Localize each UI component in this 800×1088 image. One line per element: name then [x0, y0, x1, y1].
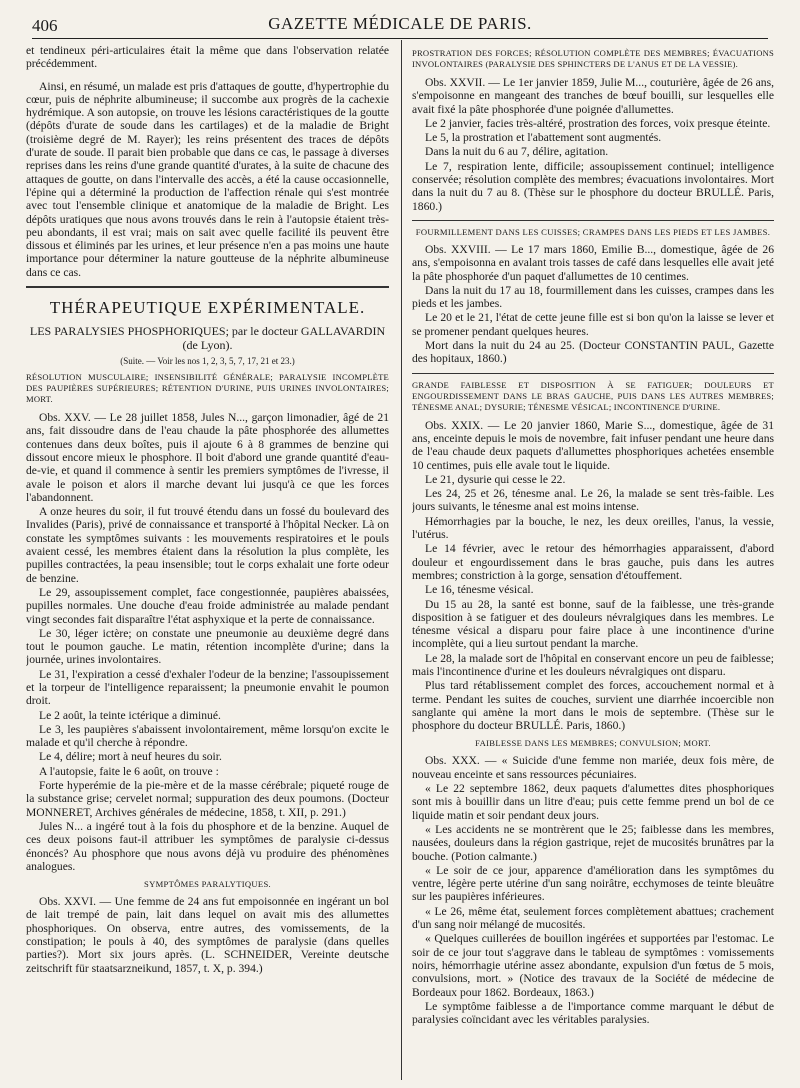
observation-heading: RÉSOLUTION MUSCULAIRE; INSENSIBILITÉ GÉNÉRALE; PARALYSIE INCOMPLÈTE DES PAUPIÈRES SUPÉRIEURES; RÉTENTION D'URINE, PUIS URINES INVOLONTAIRES; MORT.	[26, 372, 389, 405]
paragraph: Plus tard rétablissement complet des forces, accouchement normal et à terme. Pendant les suites de couches, survient une diarrhée incoercible non sanglante qui amène la mort dans le mois de septembre. (Thèse sur le phosphore du docteur BRULLÉ. Paris, 1860.)	[412, 679, 774, 733]
paragraph: Le 3, les paupières s'abaissent involontairement, même lorsqu'on excite le malade et qu'il cherche à répondre.	[26, 722, 389, 750]
paragraph: Obs. XXV. — Le 28 juillet 1858, Jules N..., garçon limonadier, âgé de 21 ans, fait dissoudre dans de l'eau chaude la pâte phosphorée des allumettes contenues dans deux boîtes, puis il ajoute 6 à 8 grammes de benzine qui dissout encore mieux le phosphore. Il boit d'abord une grande quantité d'eau-de-vie, et quand il commence à sentir les premiers symptômes de l'ivresse, il avale le poison et alors il marche devant lui jusqu'à ce que les forces l'abandonnent.	[26, 411, 389, 504]
right-column	[412, 44, 774, 1080]
section-rule	[26, 286, 389, 288]
paragraph: Obs. XXVIII. — Le 17 mars 1860, Emilie B..., domestique, âgée de 26 ans, s'empoisonna en avalant trois tasses de café dans lesquelles elle avait jeté la pâte phosphorée d'un paquet d'allumettes de 10 centimes.	[412, 242, 774, 283]
observation-heading: FAIBLESSE DANS LES MEMBRES; CONVULSION; MORT.	[475, 738, 711, 749]
column-divider	[401, 40, 402, 1080]
observation-heading: GRANDE FAIBLESSE ET DISPOSITION À SE FATIGUER; DOULEURS ET ENGOURDISSEMENT DANS LE BRAS GAUCHE, PUIS DANS LES AUTRES MEMBRES; TÉNESME ANAL; DYSURIE; TÉNESME VÉSICAL; INCONTINENCE D'URINE.	[412, 379, 774, 412]
paragraph: Le 2 janvier, facies très-altéré, prostration des forces, voix presque éteinte.	[425, 116, 771, 130]
observation-heading: SYMPTÔMES PARALYTIQUES.	[143, 879, 271, 890]
paragraph: Le symptôme faiblesse a de l'importance comme marquant le début de paralysies coïncidant avec les véritables paralysies.	[412, 999, 774, 1027]
paragraph: Hémorrhagies par la bouche, le nez, les deux oreilles, l'anus, la vessie, l'utérus.	[412, 514, 774, 542]
paragraph: Le 5, la prostration et l'abattement sont augmentés.	[425, 131, 662, 145]
paragraph: Le 16, ténesme vésical.	[425, 583, 534, 597]
paragraph: Le 21, dysurie qui cesse le 22.	[425, 472, 566, 486]
observation-heading: PROSTRATION DES FORCES; RÉSOLUTION COMPLÈTE DES MEMBRES; ÉVACUATIONS INVOLONTAIRES (PARALYSIE DES SPHINCTERS DE L'ANUS ET DE LA VESSIE).	[412, 48, 774, 69]
paragraph: A l'autopsie, faite le 6 août, on trouve :	[39, 764, 219, 778]
page-header	[32, 8, 768, 39]
paragraph: Les 24, 25 et 26, ténesme anal. Le 26, la malade se sent très-faible. Les jours suivants, le ténesme anal est moins intense.	[412, 487, 774, 514]
paragraph: Du 15 au 28, la santé est bonne, sauf de la faiblesse, une très-grande disposition à se fatiguer et des douleurs névralgiques dans les membres. Le ténesme vésical a disparu pour faire place à une incontinence d'urine incomplète, qui a lieu surtout pendant la marche.	[412, 597, 774, 651]
paragraph: et tendineux péri-articulaires était la même que dans l'observation relatée précédemment.	[26, 44, 389, 71]
paragraph: Le 31, l'expiration a cessé d'exhaler l'odeur de la benzine; l'assoupissement et la torpeur de l'intelligence reparaissent; la pneumonie envahit le poumon droit.	[26, 667, 389, 708]
paragraph: Le 28, la malade sort de l'hôpital en conservant encore un peu de faiblesse; mais l'incontinence d'urine et les douleurs névralgiques ont disparu.	[412, 651, 774, 678]
section-title: THÉRAPEUTIQUE EXPÉRIMENTALE.	[49, 298, 366, 318]
paragraph: « Le 26, même état, seulement forces complètement abattues; crachement d'un sang noir mélangé de mucosités.	[412, 904, 774, 932]
observation-heading: FOURMILLEMENT DANS LES CUISSES; CRAMPES DANS LES PIEDS ET LES JAMBES.	[415, 226, 771, 237]
paragraph: « Quelques cuillerées de bouillon ingérées et supportées par l'estomac. Le soir de ce jour tout s'aggrave dans le tableau de symptômes : vomissements noirs, hémorrhagie utérine assez abondante, expulsion d'un fœtus de 5 mois, convulsions, mort. » (Notice des travaux de la Société de médecine de Bordeaux pour 1862. Bordeaux, 1863.)	[412, 932, 774, 999]
paragraph: Le 20 et le 21, l'état de cette jeune fille est si bon qu'on la laisse se lever et se promener pendant quelques heures.	[412, 311, 774, 338]
separator-rule	[412, 220, 774, 221]
paragraph: A onze heures du soir, il fut trouvé étendu dans un fossé du boulevard des Invalides (Paris), privé de connaissance et transporté à l'hôpital Necker. Là on constate les symptômes suivants : les mouvements respiratoires et le pouls avaient cessé, les membres étaient dans la résolution la plus complète, les pupilles contractées, la peau insensible; tout le corps exhalait une forte odeur de benzine.	[26, 505, 389, 585]
paragraph: Ainsi, en résumé, un malade est pris d'attaques de goutte, d'hypertrophie du cœur, puis de néphrite albumineuse; il succombe aux progrès de la cachexie hydrémique. A son autopsie, on trouve les lésions caractéristiques de la goutte (dépôts d'urate de soude dans les cartilages) et de la maladie de Bright (troisième degré de M. Rayer); les reins présentent des traces de dépôts d'urate de soude. Il parait bien probable que dans ce cas, le passage à diverses reprises dans les reins d'une grande quantité d'urates, à la suite de chacune des attaques de goutte, on dans l'intervalle des accès, a été la cause occasionnelle, l'épine qui a déterminé la production de l'affection rénale qui s'est montrée avec tout l'ensemble clinique et anatomique de la maladie de Bright. Les dépôts uratiques que nous avons trouvés dans le rein à l'autopsie étaient très-peu abondants, il est vrai; mais on sait avec quelle facilité ils peuvent être dissous et éliminés par les urines, et leur présence n'en a pas moins une haute importance pour déterminer la nature goutteuse de la néphrite albumineuse dans ce cas.	[26, 79, 389, 279]
paragraph: Obs. XXIX. — Le 20 janvier 1860, Marie S..., domestique, âgée de 31 ans, enceinte depuis le mois de novembre, fait infuser pendant une heure dans de l'eau chaude deux paquets d'allumettes phosphoriques achetées ensemble 10 centimes, puis elle avale tout le liquide.	[412, 418, 774, 472]
running-title: GAZETTE MÉDICALE DE PARIS.	[268, 14, 532, 33]
page-number: 406	[32, 16, 58, 35]
paragraph: Le 2 août, la teinte ictérique a diminué.	[39, 708, 221, 722]
paragraph: Le 7, respiration lente, difficile; assoupissement continuel; intelligence conservée; résolution complète des membres; évacuations involontaires. Mort dans la nuit du 7 au 8. (Thèse sur le phosphore du docteur BRULLÉ. Paris, 1860.)	[412, 159, 774, 213]
paragraph: Forte hyperémie de la pie-mère et de la masse cérébrale; piqueté rouge de la substance grise; cervelet normal; suppuration des deux poumons. (Docteur MONNERET, Archives générales de médecine, 1858, t. XII, p. 291.)	[26, 779, 389, 819]
paragraph: Le 30, léger ictère; on constate une pneumonie au deuxième degré dans tout le poumon gauche. Le matin, rétention incomplète d'urine; dans la journée, urines involontaires.	[26, 626, 389, 667]
paragraph: Le 14 février, avec le retour des hémorrhagies apparaissent, d'abord douleur et engourdissement dans le bras gauche, puis dans les autres membres; constriction à la gorge, sensation d'étouffement.	[412, 542, 774, 582]
paragraph: Le 4, délire; mort à neuf heures du soir.	[39, 750, 222, 764]
paragraph: Le 29, assoupissement complet, face congestionnée, paupières abaissées, pupilles normales. Une douche d'eau froide administrée au malade pendant vingt secondes fait disparaître l'état asphyxique et la perte de connaissance.	[26, 585, 389, 626]
paragraph: Obs. XXVI. — Une femme de 24 ans fut empoisonnée en ingérant un bol de lait trempé de pain, lait dans lequel on avait mis des allumettes phosphoriques. On observa, entre autres, des vomissements, de la constipation; le pouls à 40, des symptômes de paralysie (dans quelles parties?). Mort six jours après. (L. SCHNEIDER, Vereinte deutsche zeitschrift für staatsarzneikund, 1857, t. X, p. 394.)	[26, 895, 389, 975]
paragraph: Dans la nuit du 17 au 18, fourmillement dans les cuisses, crampes dans les pieds et les jambes.	[412, 283, 774, 311]
paragraph: Jules N... a ingéré tout à la fois du phosphore et de la benzine. Auquel de ces deux poisons faut-il attribuer les symptômes de paralysie ci-dessus énoncés? Au phosphore que nous avons déjà vu produire des phénomènes analogues.	[26, 819, 389, 873]
paragraph: Dans la nuit du 6 au 7, délire, agitation.	[425, 145, 609, 159]
article-title: LES PARALYSIES PHOSPHORIQUES; par le docteur GALLAVARDIN (de Lyon).	[29, 324, 386, 353]
paragraph: « Le 22 septembre 1862, deux paquets d'alumettes dites phosphoriques sont mis à bouillir dans un litre d'eau; puis cette femme prend un bol de ce liquide matin et soir pendant deux jours.	[412, 782, 774, 822]
paragraph: Obs. XXX. — « Suicide d'une femme non mariée, deux fois mère, de nouveau enceinte et sans ressources pécuniaires.	[412, 754, 774, 781]
paragraph: Obs. XXVII. — Le 1er janvier 1859, Julie M..., couturière, âgée de 26 ans, s'empoisonne en mangeant des tranches de bœuf bouilli, sur lesquelles elle avait fixé la pâte phosphorée d'une poignée d'allumettes.	[412, 76, 774, 116]
paragraph: « Les accidents ne se montrèrent que le 25; faiblesse dans les membres, nausées, douleurs dans la région gastrique, rejet de mucosités brunâtres par la bouche. (Potion calmante.)	[412, 822, 774, 863]
paragraph: « Le soir de ce jour, apparence d'amélioration dans les symptômes du ventre, légère perte utérine d'un sang noirâtre, ecchymoses de teinte bleuâtre sur les paupières inférieures.	[412, 863, 774, 904]
series-note: (Suite. — Voir les nos 1, 2, 3, 5, 7, 17, 21 et 23.)	[120, 356, 295, 367]
left-column	[26, 44, 389, 1080]
paragraph: Mort dans la nuit du 24 au 25. (Docteur CONSTANTIN PAUL, Gazette des hopitaux, 1860.)	[412, 339, 774, 366]
separator-rule	[412, 373, 774, 374]
